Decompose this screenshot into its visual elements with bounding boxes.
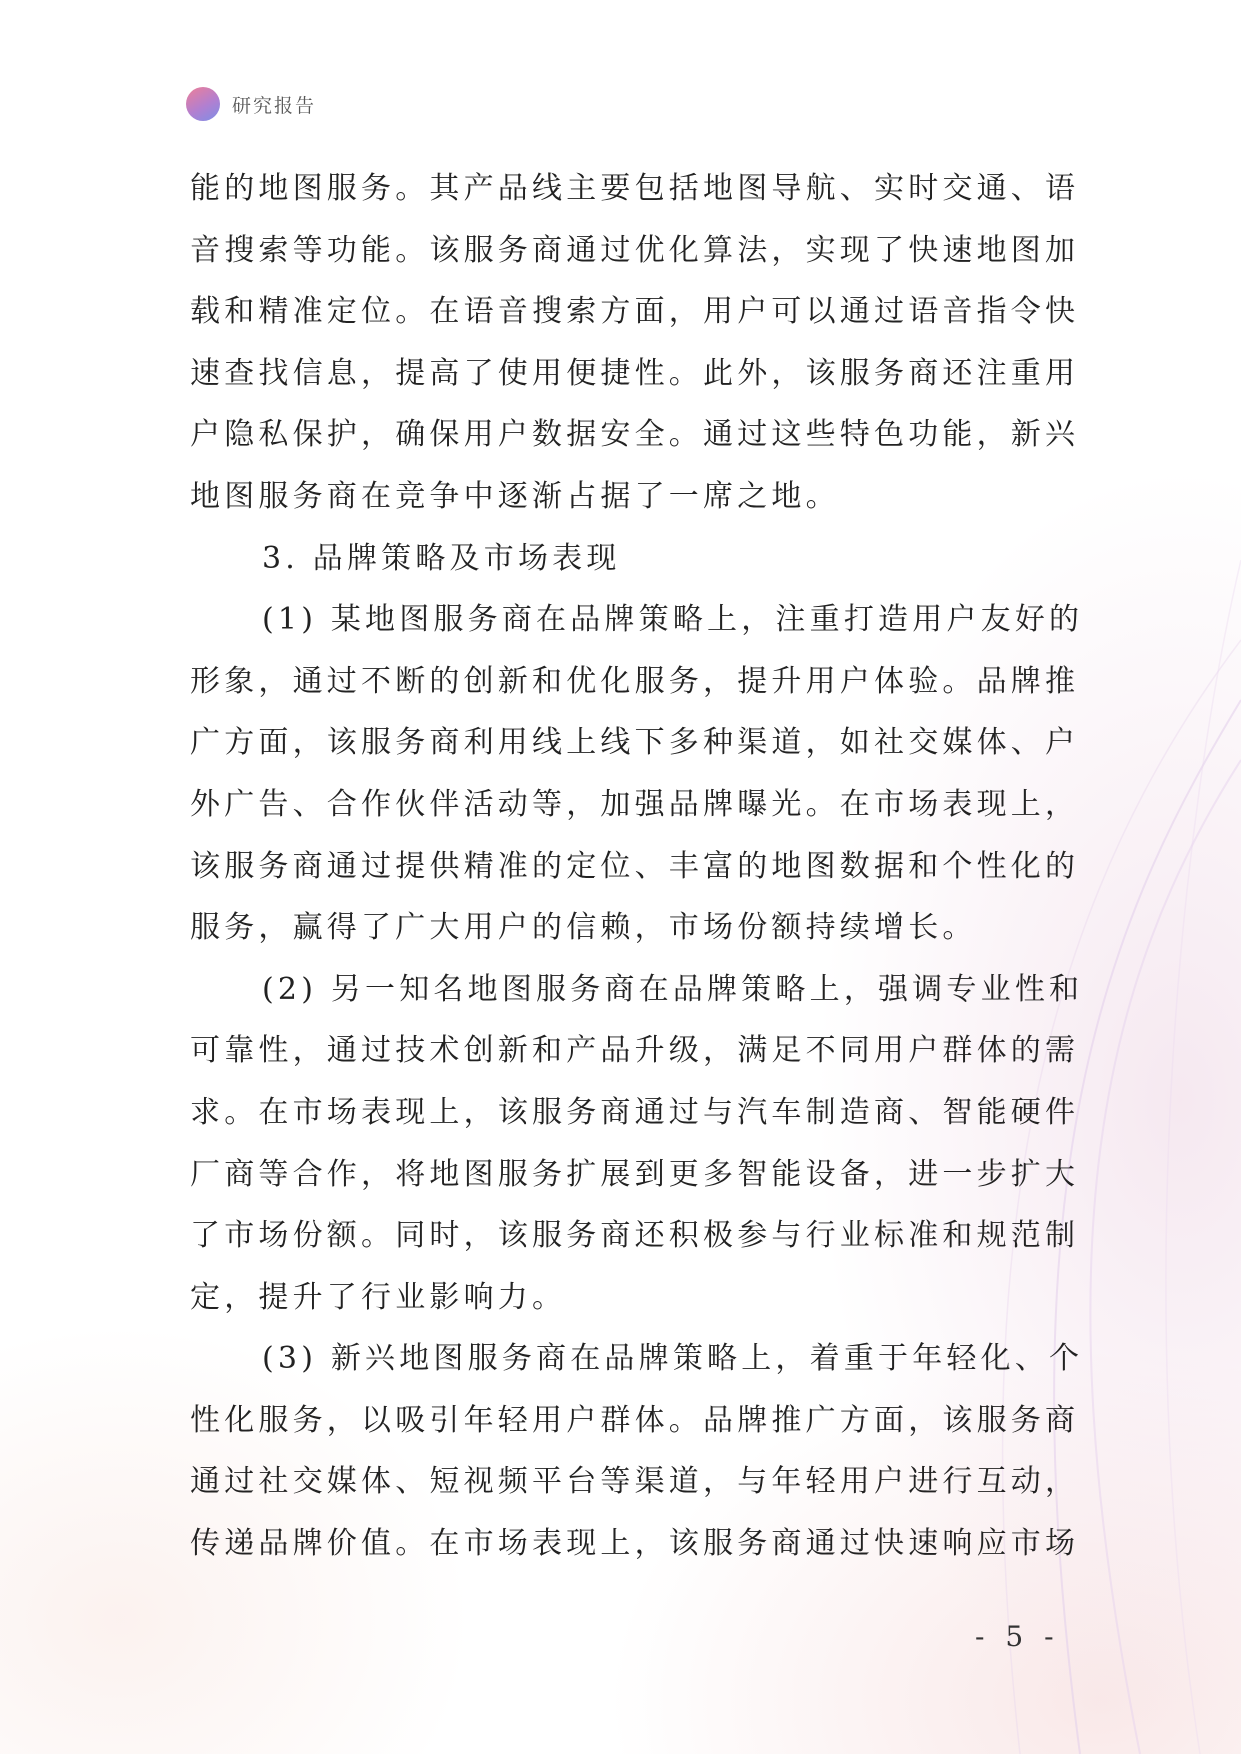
paragraph-line: (1) 某地图服务商在品牌策略上，注重打造用户友好的 bbox=[262, 602, 1084, 638]
paragraph-line: 通过社交媒体、短视频平台等渠道，与年轻用户进行互动， bbox=[190, 1464, 1080, 1500]
paragraph-line: 服务，赢得了广大用户的信赖，市场份额持续增长。 bbox=[190, 910, 977, 946]
paragraph-line: 速查找信息，提高了使用便捷性。此外，该服务商还注重用 bbox=[190, 355, 1080, 391]
header-title: 研究报告 bbox=[232, 94, 317, 117]
paragraph-line: 外广告、合作伙伴活动等，加强品牌曝光。在市场表现上， bbox=[190, 786, 1080, 822]
paragraph-line: 性化服务，以吸引年轻用户群体。品牌推广方面，该服务商 bbox=[190, 1402, 1080, 1438]
paragraph-line: 定，提升了行业影响力。 bbox=[190, 1279, 567, 1315]
paragraph-line: 户隐私保护，确保用户数据安全。通过这些特色功能，新兴 bbox=[190, 417, 1080, 453]
paragraph-line: (3) 新兴地图服务商在品牌策略上，着重于年轻化、个 bbox=[262, 1341, 1084, 1377]
paragraph-line: 该服务商通过提供精准的定位、丰富的地图数据和个性化的 bbox=[190, 848, 1080, 884]
paragraph-line: 可靠性，通过技术创新和产品升级，满足不同用户群体的需 bbox=[190, 1033, 1080, 1069]
report-header bbox=[186, 86, 316, 122]
paragraph-line: 传递品牌价值。在市场表现上，该服务商通过快速响应市场 bbox=[190, 1526, 1080, 1562]
paragraph-line: (2) 另一知名地图服务商在品牌策略上，强调专业性和 bbox=[262, 971, 1084, 1007]
paragraph-line: 厂商等合作，将地图服务扩展到更多智能设备，进一步扩大 bbox=[190, 1156, 1080, 1192]
page-number: - 5 - bbox=[975, 1620, 1060, 1653]
paragraph-line: 地图服务商在竞争中逐渐占据了一席之地。 bbox=[190, 478, 840, 514]
paragraph-line: 音搜索等功能。该服务商通过优化算法，实现了快速地图加 bbox=[190, 232, 1080, 268]
paragraph-line: 了市场份额。同时，该服务商还积极参与行业标准和规范制 bbox=[190, 1218, 1080, 1254]
report-logo bbox=[186, 87, 220, 121]
paragraph-line: 形象，通过不断的创新和优化服务，提升用户体验。品牌推 bbox=[190, 663, 1080, 699]
body-text bbox=[190, 158, 1084, 1575]
paragraph-line: 广方面，该服务商利用线上线下多种渠道，如社交媒体、户 bbox=[190, 725, 1080, 761]
paragraph-line: 能的地图服务。其产品线主要包括地图导航、实时交通、语 bbox=[190, 171, 1080, 206]
paragraph-line: 求。在市场表现上，该服务商通过与汽车制造商、智能硬件 bbox=[190, 1094, 1080, 1130]
paragraph-line: 载和精准定位。在语音搜索方面，用户可以通过语音指令快 bbox=[190, 294, 1080, 330]
section-heading: 3. 品牌策略及市场表现 bbox=[262, 540, 621, 576]
